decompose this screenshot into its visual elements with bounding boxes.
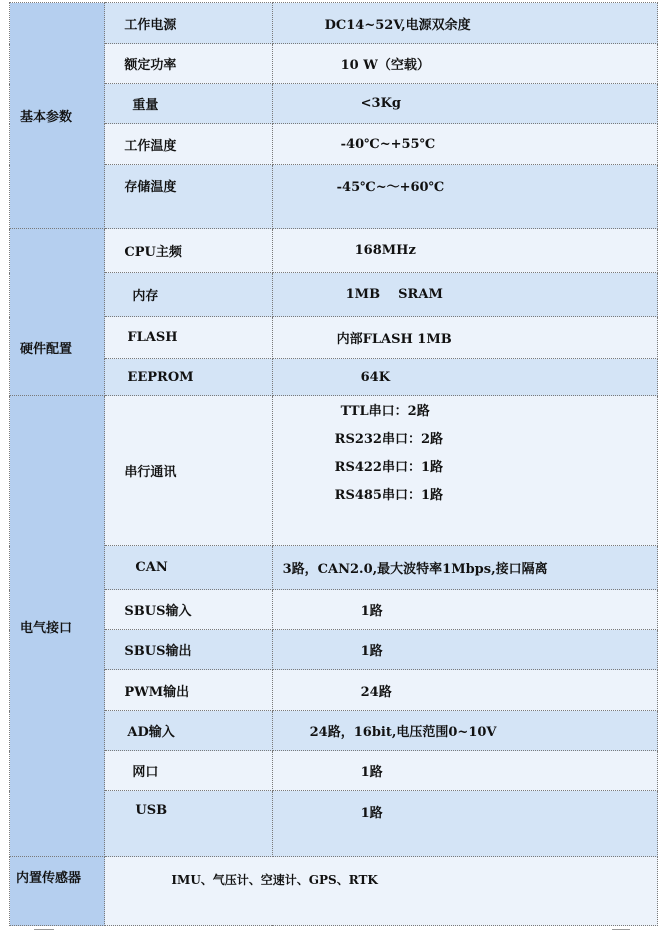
- param-name: SBUS输入: [105, 590, 272, 630]
- table-row: [10, 546, 658, 590]
- param-name: CPU主频: [105, 229, 272, 273]
- table-row: [10, 229, 658, 273]
- param-value: 24路，16bit,电压范围0~10V: [272, 711, 657, 751]
- param-name: 串行通讯: [105, 396, 272, 546]
- page-bottom-marks: [0, 927, 658, 932]
- param-value: <3Kg: [272, 84, 657, 124]
- table-row: [10, 44, 658, 84]
- table-row: [10, 396, 658, 546]
- serial-port-list: [272, 396, 657, 546]
- table-row: [10, 359, 658, 396]
- table-row: [10, 751, 658, 791]
- category-built-in-sensors: 内置传感器: [10, 857, 105, 926]
- table-row: [10, 711, 658, 751]
- param-value: 1MB SRAM: [272, 273, 657, 317]
- param-name: 存储温度: [105, 165, 272, 229]
- param-name: AD输入: [105, 711, 272, 751]
- param-name: 重量: [105, 84, 272, 124]
- param-name: FLASH: [105, 317, 272, 359]
- param-name: SBUS输出: [105, 630, 272, 670]
- param-name: 工作温度: [105, 124, 272, 165]
- param-value: 168MHz: [272, 229, 657, 273]
- table-row: [10, 590, 658, 630]
- param-name: PWM输出: [105, 670, 272, 711]
- param-name: CAN: [105, 546, 272, 590]
- spec-table: [9, 2, 658, 926]
- param-value: 1路: [272, 590, 657, 630]
- category-electrical-interface: 电气接口: [10, 396, 105, 857]
- param-value: 1路: [272, 791, 657, 857]
- sensor-list: IMU、气压计、空速计、GPS、RTK: [105, 857, 658, 926]
- table-row: [10, 670, 658, 711]
- param-value: 3路，CAN2.0,最大波特率1Mbps,接口隔离: [272, 546, 657, 590]
- category-hardware-config: 硬件配置: [10, 229, 105, 396]
- table-row: [10, 273, 658, 317]
- param-name: USB: [105, 791, 272, 857]
- param-value: 64K: [272, 359, 657, 396]
- serial-line: TTL串口：2路: [340, 404, 430, 419]
- param-name: 网口: [105, 751, 272, 791]
- table-row: [10, 124, 658, 165]
- param-name: EEPROM: [105, 359, 272, 396]
- param-name: 工作电源: [105, 3, 272, 44]
- param-value: 24路: [272, 670, 657, 711]
- table-row: [10, 317, 658, 359]
- serial-line: RS485串口：1路: [334, 488, 444, 503]
- serial-line: RS232串口：2路: [334, 432, 444, 447]
- table-row: [10, 3, 658, 44]
- param-name: 额定功率: [105, 44, 272, 84]
- param-name: 内存: [105, 273, 272, 317]
- param-value: DC14~52V,电源双余度: [272, 3, 657, 44]
- table-row: [10, 791, 658, 857]
- param-value: 10 W（空载）: [272, 44, 657, 84]
- param-value: 内部FLASH 1MB: [272, 317, 657, 359]
- param-value: -40℃~+55℃: [272, 124, 657, 165]
- table-row: [10, 84, 658, 124]
- table-row: [10, 165, 658, 229]
- param-value: 1路: [272, 630, 657, 670]
- param-value: -45℃~～+60℃: [272, 165, 657, 229]
- divider: [34, 929, 54, 930]
- table-row: [10, 857, 658, 926]
- serial-line: RS422串口：1路: [334, 460, 444, 475]
- param-value: 1路: [272, 751, 657, 791]
- divider: [612, 929, 630, 930]
- category-basic-params: 基本参数: [10, 3, 105, 229]
- table-row: [10, 630, 658, 670]
